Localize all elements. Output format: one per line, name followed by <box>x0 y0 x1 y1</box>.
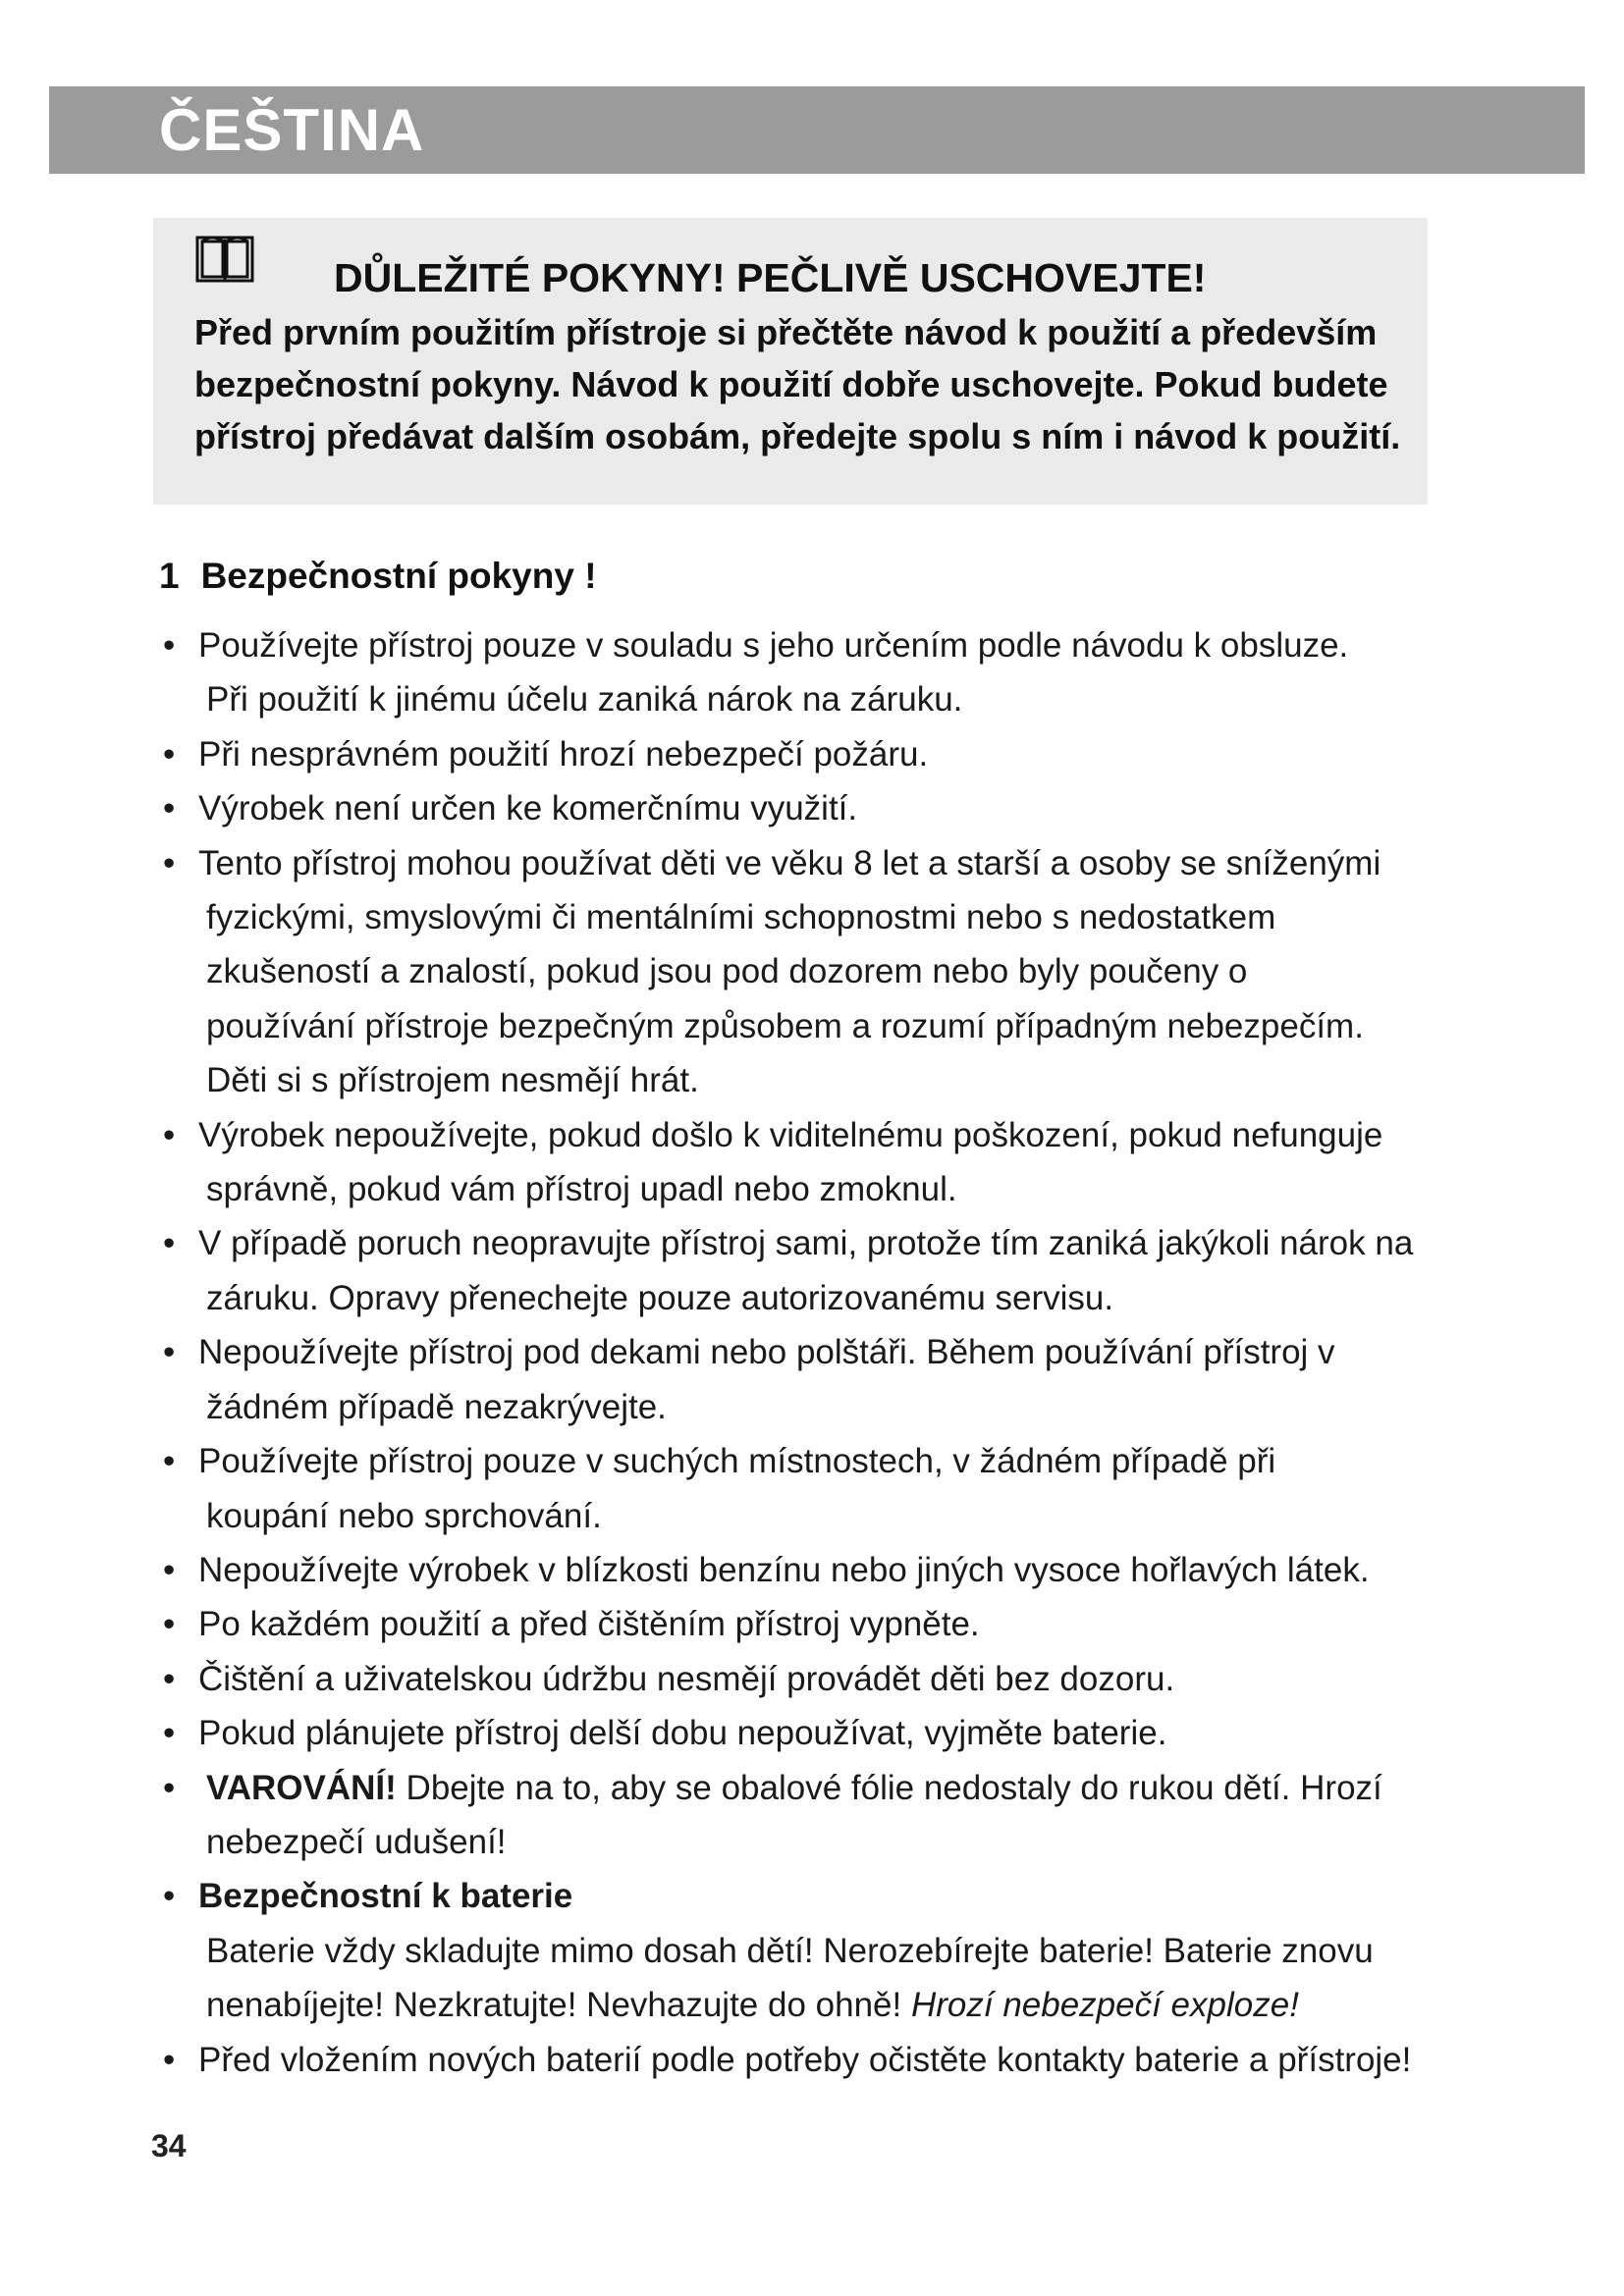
notice-line: bezpečnostní pokyny. Návod k použití dobře uschovejte. Pokud budete <box>194 364 1388 404</box>
item-line: Po každém použití a před čištěním přístroj vypněte. <box>198 1605 980 1644</box>
item-line: používání přístroje bezpečným způsobem a rozumí případným nebezpečím. <box>206 1006 1364 1045</box>
list-item <box>159 1434 1465 1543</box>
language-header-band <box>49 86 1585 174</box>
item-line: V případě poruch neopravujte přístroj sami, protože tím zaniká jakýkoli nárok na <box>198 1224 1414 1263</box>
item-line: Před vložením nových baterií podle potřeby očistěte kontakty baterie a přístroje! <box>198 2040 1412 2079</box>
bullet: • <box>163 843 176 882</box>
important-notice-box <box>153 218 1428 505</box>
page-number: 34 <box>151 2128 187 2163</box>
item-line: Výrobek nepoužívejte, pokud došlo k viditelnému poškození, pokud nefunguje <box>198 1115 1383 1154</box>
section-number: 1 <box>159 556 180 596</box>
battery-safety-item <box>159 1869 1465 2032</box>
item-line: Při použití k jinému účelu zaniká nárok na záruku. <box>206 680 963 720</box>
bullet: • <box>163 1442 176 1481</box>
list-item <box>159 618 1465 727</box>
notice-line: Před prvním použitím přístroje si přečtěte návod k použití a především <box>194 312 1378 352</box>
item-line: záruku. Opravy přenechejte pouze autorizovanému servisu. <box>206 1278 1114 1317</box>
item-line: Při nesprávném použití hrozí nebezpečí požáru. <box>198 734 929 774</box>
warning-label: VAROVÁNÍ! <box>206 1768 397 1807</box>
list-item <box>159 1543 1465 1597</box>
bullet: • <box>163 734 176 774</box>
language-title: ČEŠTINA <box>159 97 425 163</box>
item-line: Děti si s přístrojem nesmějí hrát. <box>206 1061 699 1100</box>
notice-text <box>194 306 1412 462</box>
item-line: Baterie vždy skladujte mimo dosah dětí! Nerozebírejte baterie! Baterie znovu <box>206 1931 1374 1970</box>
item-line: Pokud plánujete přístroj delší dobu nepoužívat, vyjměte baterie. <box>198 1714 1167 1753</box>
list-item <box>159 1597 1465 1651</box>
item-line: fyzickými, smyslovými či mentálními schopnostmi nebo s nedostatkem <box>206 898 1276 937</box>
item-line: nebezpečí udušení! <box>206 1822 507 1861</box>
bullet: • <box>163 1605 176 1644</box>
open-book-icon <box>194 230 255 287</box>
battery-text: nenabíjejte! Nezkratujte! Nevhazujte do ohně! <box>206 1986 911 2025</box>
item-line <box>198 1761 1465 1815</box>
item-line: Používejte přístroj pouze v suchých místnostech, v žádném případě při <box>198 1442 1276 1481</box>
explosion-warning: Hrozí nebezpečí exploze! <box>910 1986 1299 2025</box>
list-item <box>159 727 1465 781</box>
section-heading <box>159 556 597 597</box>
bullet: • <box>163 1768 176 1807</box>
list-item <box>159 781 1465 835</box>
bullet: • <box>163 1550 176 1589</box>
item-line: Používejte přístroj pouze v souladu s jeho určením podle návodu k obsluze. <box>198 626 1349 665</box>
item-line: Tento přístroj mohou používat děti ve věku 8 let a starší a osoby se sníženými <box>198 843 1381 882</box>
notice-title: DŮLEŽITÉ POKYNY! PEČLIVĚ USCHOVEJTE! <box>334 255 1207 300</box>
safety-instructions-list <box>159 618 1465 2087</box>
list-item <box>159 836 1465 1108</box>
bullet: • <box>163 1877 176 1916</box>
list-item <box>159 1108 1465 1217</box>
list-item <box>159 1652 1465 1706</box>
list-item <box>159 1325 1465 1434</box>
bullet: • <box>163 2040 176 2079</box>
item-line: koupání nebo sprchování. <box>206 1496 602 1535</box>
battery-title-text: Bezpečnostní k baterie <box>198 1877 573 1916</box>
bullet: • <box>163 1115 176 1154</box>
bullet: • <box>163 789 176 828</box>
list-item <box>159 1216 1465 1325</box>
warning-item <box>159 1761 1465 1870</box>
list-item <box>159 2033 1465 2087</box>
bullet: • <box>163 1714 176 1753</box>
item-line: Výrobek není určen ke komerčnímu využití. <box>198 789 858 828</box>
list-item <box>159 1706 1465 1760</box>
item-line: zkušeností a znalostí, pokud jsou pod dozorem nebo byly poučeny o <box>206 952 1248 991</box>
bullet: • <box>163 1659 176 1698</box>
item-line: žádném případě nezakrývejte. <box>206 1387 667 1426</box>
bullet: • <box>163 626 176 665</box>
item-line: Nepoužívejte přístroj pod dekami nebo polštáři. Během používání přístroj v <box>198 1333 1335 1372</box>
item-line: Nepoužívejte výrobek v blízkosti benzínu nebo jiných vysoce hořlavých látek. <box>198 1550 1370 1589</box>
battery-title <box>198 1869 1465 1923</box>
notice-line: přístroj předávat dalším osobám, předejte spolu s ním i návod k použití. <box>194 416 1401 456</box>
bullet: • <box>163 1333 176 1372</box>
item-line: správně, pokud vám přístroj upadl nebo zmoknul. <box>206 1170 957 1209</box>
item-line <box>198 1978 1465 2032</box>
bullet: • <box>163 1224 176 1263</box>
item-line: Čištění a uživatelskou údržbu nesmějí provádět děti bez dozoru. <box>198 1659 1175 1698</box>
warning-text: Dbejte na to, aby se obalové fólie nedostaly do rukou dětí. Hrozí <box>396 1768 1382 1807</box>
section-title: Bezpečnostní pokyny ! <box>200 556 597 596</box>
